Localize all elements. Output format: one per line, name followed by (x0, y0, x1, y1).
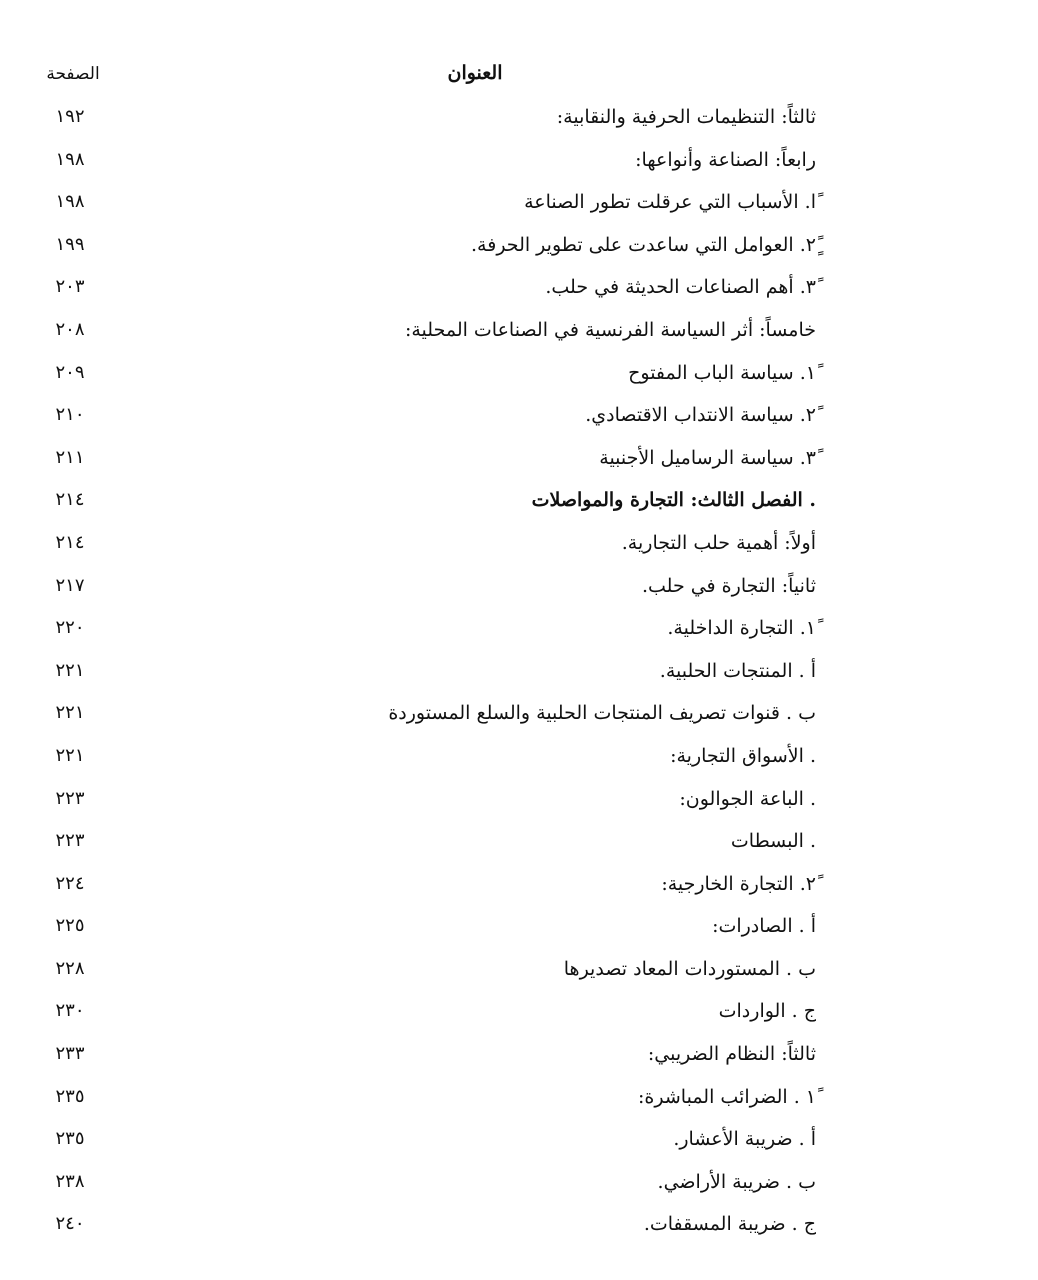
toc-entry (0, 1120, 1038, 1163)
toc-entry-title: رابعاً: الصناعة وأنواعها: (635, 148, 816, 171)
toc-entry-title: أ . ضريبة الأعشار. (673, 1128, 816, 1151)
toc-entry-page-number: ٢٢١ (55, 659, 85, 681)
toc-entry-page-number: ٢٢٣ (55, 830, 85, 852)
toc-list (0, 98, 1038, 1248)
toc-entry-page-number: ٢٣٥ (55, 1085, 85, 1107)
toc-entry (0, 268, 1038, 311)
toc-entry-title: ً٣. أهم الصناعات الحديثة في حلب. (545, 276, 816, 299)
toc-entry-page-number: ٢٠٣ (55, 276, 85, 298)
toc-entry-page-number: ٢٠٩ (55, 361, 85, 383)
toc-entry-title: ً١. سياسة الباب المفتوح (628, 361, 816, 384)
toc-entry-page-number: ٢١٧ (55, 574, 85, 596)
toc-entry (0, 780, 1038, 823)
toc-entry (0, 652, 1038, 695)
toc-entry-page-number: ٢٣٠ (55, 1000, 85, 1022)
toc-entry-title: ً٢. التجارة الخارجية: (661, 872, 816, 895)
toc-entry-page-number: ١٩٨ (55, 148, 85, 170)
toc-entry (0, 396, 1038, 439)
toc-entry-page-number: ٢٠٨ (55, 318, 85, 340)
toc-entry (0, 481, 1038, 524)
toc-entry-title: خامساً: أثر السياسة الفرنسية في الصناعات المحلية: (404, 318, 816, 341)
toc-entry-page-number: ٢٣٣ (55, 1043, 85, 1065)
toc-entry (0, 694, 1038, 737)
toc-entry (0, 737, 1038, 780)
toc-entry-page-number: ١٩٨ (55, 191, 85, 213)
toc-entry-title: أ . المنتجات الحلبية. (659, 659, 816, 682)
column-header-title: العنوان (447, 62, 503, 84)
toc-entry-page-number: ٢٢٤ (55, 872, 85, 894)
toc-entry (0, 1078, 1038, 1121)
toc-entry-title: . الأسواق التجارية: (670, 744, 816, 767)
toc-entry-title: ً١ . الضرائب المباشرة: (638, 1085, 816, 1108)
toc-entry (0, 524, 1038, 567)
toc-entry (0, 822, 1038, 865)
toc-entry (0, 226, 1038, 269)
toc-entry-title: ً١. التجارة الداخلية. (667, 617, 816, 640)
toc-entry (0, 311, 1038, 354)
toc-entry-page-number: ١٩٢ (55, 106, 85, 127)
toc-entry-title: ثالثاً: التنظيمات الحرفية والنقابية: (556, 106, 816, 128)
toc-entry (0, 141, 1038, 184)
toc-entry-page-number: ٢٢١ (55, 702, 85, 724)
toc-entry-page-number: ٢١٤ (55, 489, 85, 511)
toc-entry-title: ب . المستوردات المعاد تصديرها (563, 957, 816, 980)
toc-entry-title: . البسطات (730, 830, 816, 853)
toc-entry-title: أولاً: أهمية حلب التجارية. (621, 531, 816, 554)
column-header-page: الصفحة (46, 64, 100, 84)
toc-entry-page-number: ٢٢١ (55, 744, 85, 766)
toc-entry-page-number: ٢١٠ (55, 404, 85, 426)
toc-entry-title: أ . الصادرات: (712, 915, 816, 938)
toc-entry-title: . الفصل الثالث: التجارة والمواصلات (531, 489, 816, 512)
toc-entry (0, 865, 1038, 908)
toc-entry (0, 907, 1038, 950)
toc-entry-page-number: ٢٢٠ (55, 617, 85, 639)
toc-entry-title: ثالثاً: النظام الضريبي: (647, 1043, 816, 1066)
toc-entry-title: ب . ضريبة الأراضي. (657, 1170, 816, 1193)
toc-entry (0, 1205, 1038, 1248)
toc-entry-title: ج . ضريبة المسقفات. (643, 1213, 816, 1236)
toc-entry-title: . الباعة الجوالون: (679, 787, 816, 810)
toc-entry (0, 183, 1038, 226)
toc-entry (0, 950, 1038, 993)
toc-entry-title: ًا. الأسباب التي عرقلت تطور الصناعة (524, 191, 816, 214)
toc-entry-page-number: ٢١٤ (55, 531, 85, 553)
toc-entry (0, 567, 1038, 610)
toc-entry-title: ً٣. سياسة الرساميل الأجنبية (599, 446, 816, 469)
toc-entry-title: ً٢. سياسة الانتداب الاقتصادي. (585, 404, 816, 427)
toc-entry (0, 609, 1038, 652)
toc-entry (0, 439, 1038, 482)
toc-entry-title: ب . قنوات تصريف المنتجات الحلبية والسلع المستوردة (388, 702, 816, 725)
toc-entry-title: ًٍ٢. العوامل التي ساعدت على تطوير الحرفة. (471, 233, 816, 256)
toc-entry-page-number: ١٩٩ (55, 233, 85, 255)
toc-entry (0, 98, 1038, 141)
toc-entry-page-number: ٢٢٥ (55, 915, 85, 937)
toc-entry-page-number: ٢٣٥ (55, 1128, 85, 1150)
toc-entry-title: ج . الواردات (718, 1000, 816, 1023)
toc-entry (0, 354, 1038, 397)
toc-entry-page-number: ٢٢٨ (55, 957, 85, 979)
toc-entry-title: ثانياً: التجارة في حلب. (641, 574, 816, 597)
toc-entry-page-number: ٢٢٣ (55, 787, 85, 809)
toc-entry-page-number: ٢١١ (55, 446, 85, 468)
toc-entry-page-number: ٢٣٨ (55, 1170, 85, 1192)
toc-entry (0, 992, 1038, 1035)
toc-entry (0, 1163, 1038, 1206)
toc-entry (0, 1035, 1038, 1078)
toc-entry-page-number: ٢٤٠ (55, 1213, 85, 1235)
